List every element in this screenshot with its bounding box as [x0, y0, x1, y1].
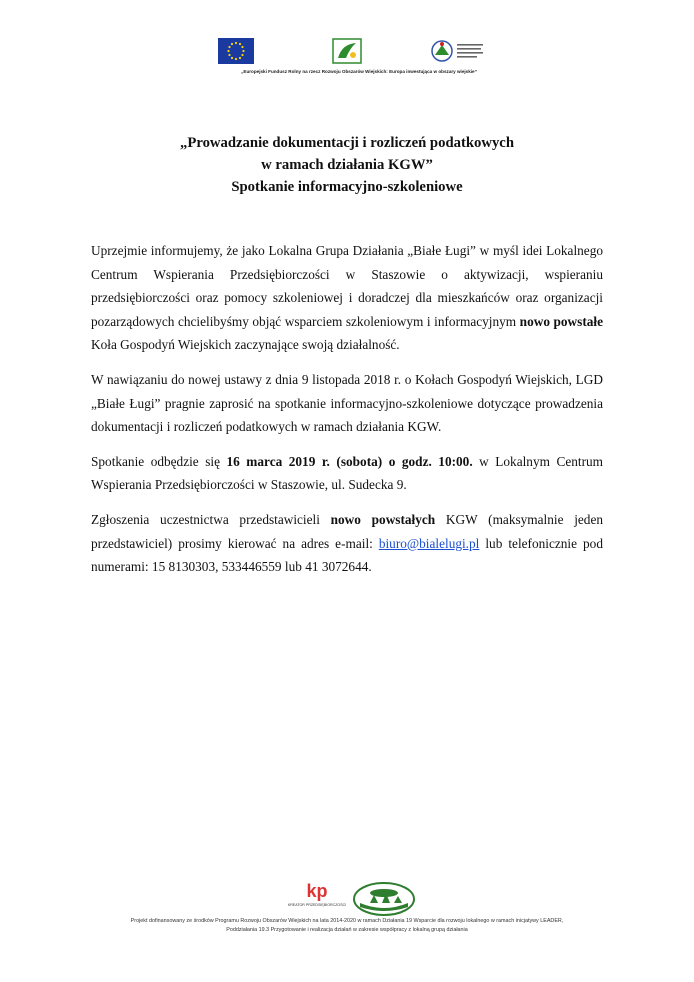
document-body [91, 239, 603, 590]
footer-note [60, 917, 634, 935]
svg-text:kp: kp [306, 881, 328, 901]
leader-logo-icon [332, 38, 362, 64]
paragraph-meeting: Spotkanie odbędzie się 16 marca 2019 r. (sobota) o godz. 10:00. w Lokalnym Centrum Wspierania Przedsiębiorczości w Staszowie, ul. Sudecka 9. [91, 453, 603, 493]
header-logos [218, 38, 488, 82]
email-link[interactable]: biuro@bialelugi.pl [378, 535, 480, 551]
logo-caption: „Europejski Fundusz Rolny na rzecz Rozwoju Obszarów Wiejskich: Europa inwestująca w obszary wiejskie” [241, 69, 477, 74]
title-line-2: w ramach działania KGW” [261, 157, 433, 173]
title-line-3: Spotkanie informacyjno-szkoleniowe [231, 179, 463, 195]
lgd-logo-icon [352, 881, 416, 917]
kp-label: KREATOR PRZEDSIĘBIORCZOŚCI [287, 903, 347, 907]
footer-logos [287, 877, 420, 919]
prow-logo-icon [430, 38, 488, 66]
paragraph-registration: Zgłoszenia uczestnictwa przedstawicieli nowo powstałych KGW (maksymalnie jeden przedstawiciel) prosimy kierować na adres e-mail: biuro@bialelugi.pl lub telefonicznie pod numerami: 15 8130303, 533446559 lub 41 3072644. [91, 511, 603, 575]
paragraph-intro: Uprzejmie informujemy, że jako Lokalna Grupa Działania „Białe Ługi” w myśl idei Lokalnego Centrum Wspierania Przedsiębiorczości w Staszowie o aktywizacji, wspieraniu przedsiębiorczości oraz pomocy szkoleniowej i doradczej dla mieszkańców oraz organizacji pozarządowych chcielibyśmy objąć wsparciem szkoleniowym i informacyjnym nowo powstałe Koła Gospodyń Wiejskich zaczynające swoją działalność. [91, 243, 603, 353]
eu-flag-icon [218, 38, 254, 64]
footer-note-line-2: Poddziałania 19.3 Przygotowanie i realizacja działań w zakresie współpracy z lokalną grupą działania [226, 927, 468, 933]
kreator-logo-icon [287, 877, 347, 919]
title-line-1: „Prowadzanie dokumentacji i rozliczeń podatkowych [180, 135, 514, 151]
footer-note-line-1: Projekt dofinansowany ze środków Programu Rozwoju Obszarów Wiejskich na lata 2014-2020 w ramach Działania 19 Wsparcie dla rozwoju lokalnego w ramach inicjatywy LEADER, [130, 918, 564, 924]
paragraph-law: W nawiązaniu do nowej ustawy z dnia 9 listopada 2018 r. o Kołach Gospodyń Wiejskich, LGD „Białe Ługi” pragnie zaprosić na spotkanie informacyjno-szkoleniowe dotyczące prowadzenia dokumentacji i rozliczeń podatkowych w ramach działania KGW. [91, 371, 603, 435]
document-title [0, 132, 694, 198]
